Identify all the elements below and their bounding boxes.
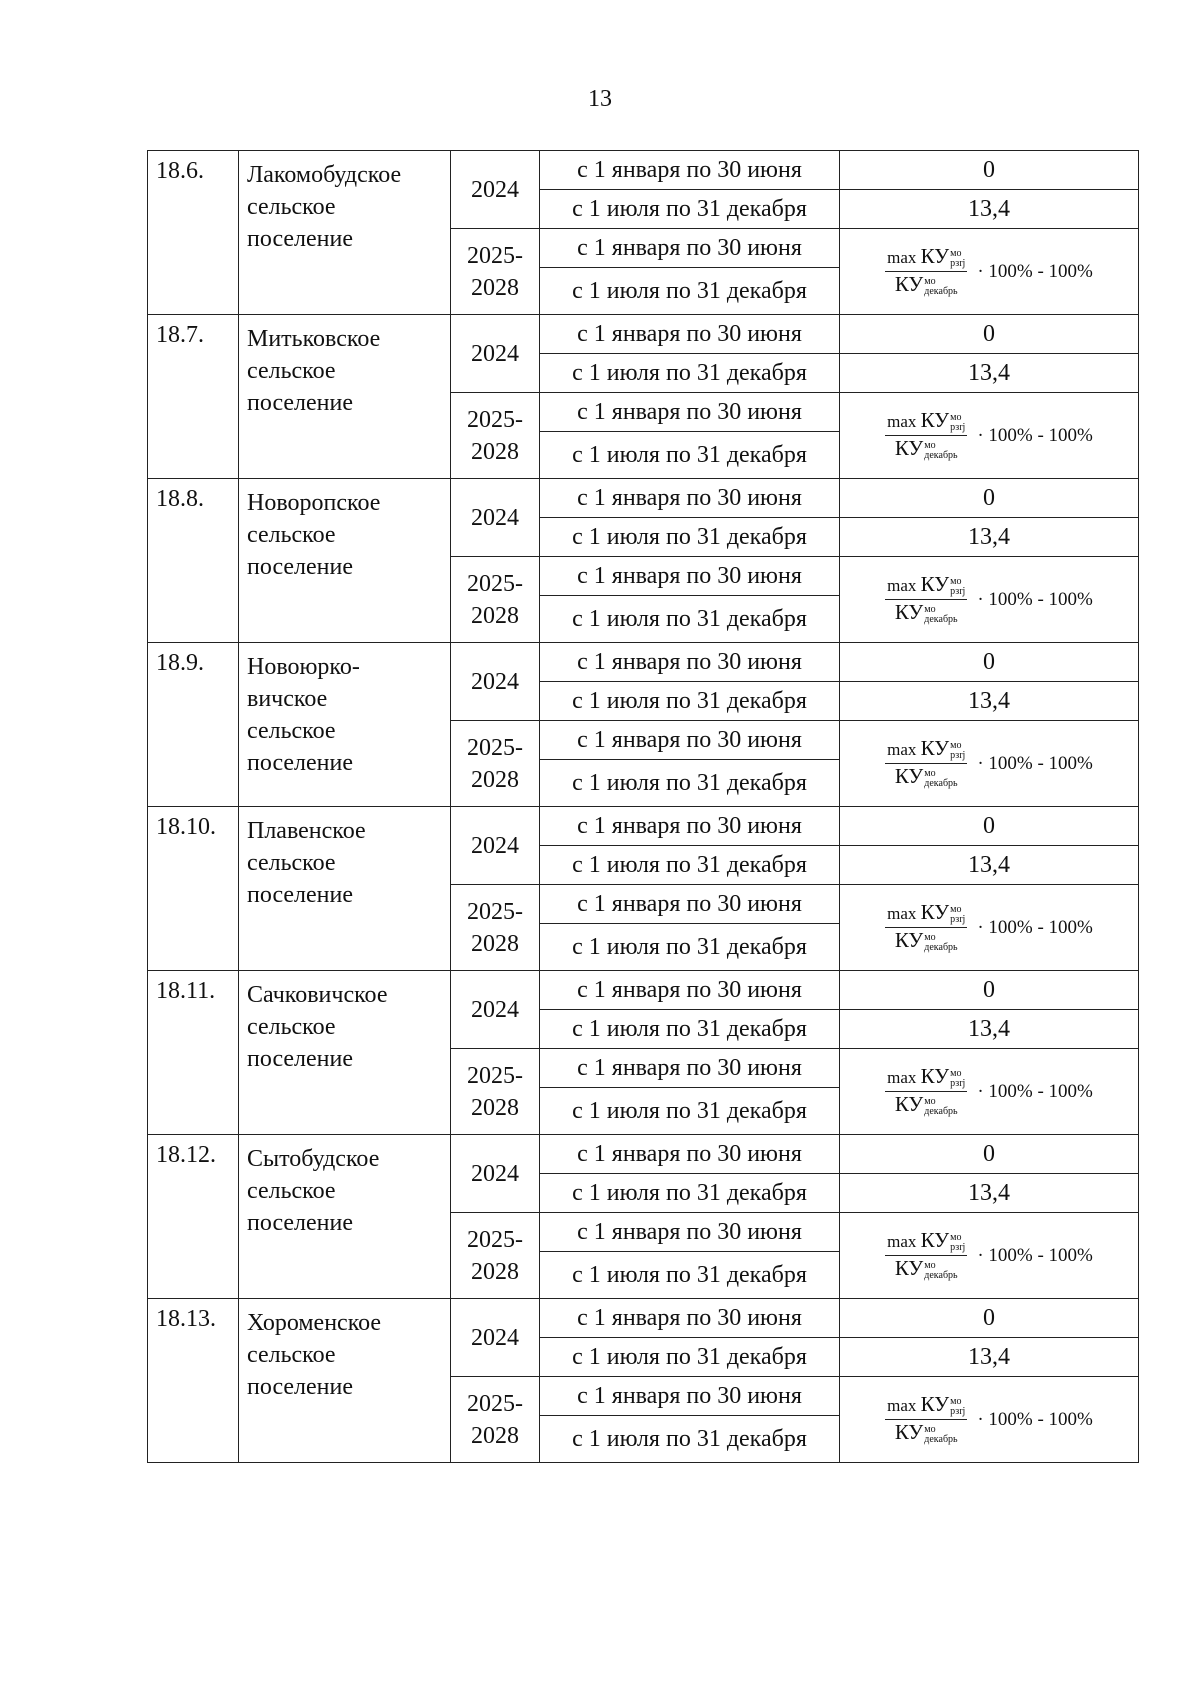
year-range-cell	[451, 393, 540, 479]
settlement-name-line: Митьковское	[247, 326, 381, 352]
formula-tail: · 100% - 100%	[977, 425, 1093, 446]
settlement-name	[239, 971, 451, 1135]
formula-max: max	[887, 411, 917, 431]
year-range-line: 2025-	[467, 734, 523, 761]
tariff-schedule-table	[147, 150, 1139, 1463]
year-range-cell	[451, 1213, 540, 1299]
formula-sub: рзrj	[950, 1406, 966, 1417]
formula-denominator	[893, 1256, 960, 1281]
formula-tail: · 100% - 100%	[977, 589, 1093, 610]
formula-numerator	[885, 571, 967, 600]
year-cell: 2024	[451, 479, 540, 557]
formula-sub: декабрь	[924, 778, 958, 790]
formula-indices	[924, 769, 957, 789]
period-cell: с 1 июля по 31 декабря	[540, 1252, 840, 1299]
settlement-name-line: сельское	[247, 1014, 336, 1040]
tariff-formula	[840, 735, 1138, 790]
formula-ky: КУ	[894, 764, 924, 788]
formula-tail: · 100% - 100%	[977, 753, 1093, 774]
year-range-line: 2025-	[467, 406, 523, 433]
formula-cell	[840, 229, 1139, 315]
settlement-name	[239, 1135, 451, 1299]
period-cell: с 1 января по 30 июня	[540, 229, 840, 268]
item-number: 18.10.	[148, 807, 239, 971]
formula-fraction	[885, 1391, 967, 1446]
item-number: 18.7.	[148, 315, 239, 479]
formula-indices	[950, 413, 965, 433]
formula-max: max	[887, 1067, 917, 1087]
formula-sub: декабрь	[924, 1106, 958, 1118]
formula-sub: рзrj	[950, 1242, 966, 1253]
formula-indices	[950, 1069, 965, 1089]
value-cell: 13,4	[840, 846, 1139, 885]
formula-indices	[950, 1397, 965, 1417]
period-cell: с 1 июля по 31 декабря	[540, 846, 840, 885]
tariff-formula	[840, 1391, 1138, 1446]
formula-sub: рзrj	[950, 258, 966, 269]
value-cell: 0	[840, 151, 1139, 190]
formula-ky: КУ	[894, 928, 924, 952]
formula-sub: декабрь	[924, 286, 958, 298]
period-cell: с 1 января по 30 июня	[540, 1049, 840, 1088]
table-row	[148, 643, 1139, 682]
year-range-line: 2025-	[467, 898, 523, 925]
formula-sup: мо	[924, 1096, 936, 1108]
table-row	[148, 315, 1139, 354]
formula-sub: рзrj	[950, 750, 966, 761]
formula-max: max	[887, 1395, 917, 1415]
formula-denominator	[893, 272, 960, 297]
formula-ky: КУ	[894, 1420, 924, 1444]
formula-sup: мо	[924, 932, 936, 944]
item-number: 18.11.	[148, 971, 239, 1135]
page-number: 13	[588, 86, 612, 112]
settlement-name-line: сельское	[247, 718, 336, 744]
formula-tail: · 100% - 100%	[977, 917, 1093, 938]
value-cell: 0	[840, 643, 1139, 682]
formula-numerator	[885, 243, 967, 272]
formula-ky: КУ	[920, 1227, 950, 1252]
settlement-name-line: поселение	[247, 390, 354, 416]
period-cell: с 1 июля по 31 декабря	[540, 354, 840, 393]
formula-numerator	[885, 1063, 967, 1092]
period-cell: с 1 января по 30 июня	[540, 1377, 840, 1416]
table-row	[148, 971, 1139, 1010]
formula-indices	[924, 605, 957, 625]
formula-max: max	[887, 903, 917, 923]
formula-max: max	[887, 1231, 917, 1251]
formula-ky: КУ	[920, 1391, 950, 1416]
settlement-name-line: Сачковичское	[247, 982, 388, 1008]
year-range-line: 2028	[471, 1422, 519, 1449]
year-cell: 2024	[451, 315, 540, 393]
value-cell: 13,4	[840, 1338, 1139, 1377]
settlement-name-line: поселение	[247, 1046, 354, 1072]
tariff-formula	[840, 1227, 1138, 1282]
year-range-cell	[451, 885, 540, 971]
formula-sub: рзrj	[950, 914, 966, 925]
formula-sup: мо	[950, 904, 962, 915]
period-cell: с 1 июля по 31 декабря	[540, 924, 840, 971]
year-range-cell	[451, 1049, 540, 1135]
period-cell: с 1 января по 30 июня	[540, 557, 840, 596]
year-cell: 2024	[451, 643, 540, 721]
settlement-name-line: Плавенское	[247, 818, 366, 844]
value-cell: 13,4	[840, 1174, 1139, 1213]
formula-denominator	[893, 764, 960, 789]
period-cell: с 1 июля по 31 декабря	[540, 432, 840, 479]
settlement-name	[239, 643, 451, 807]
formula-max: max	[887, 575, 917, 595]
period-cell: с 1 января по 30 июня	[540, 1213, 840, 1252]
formula-fraction	[885, 571, 967, 626]
value-cell: 13,4	[840, 354, 1139, 393]
formula-ky: КУ	[894, 1092, 924, 1116]
table-row	[148, 151, 1139, 190]
settlement-name-line: Хороменское	[247, 1310, 382, 1336]
period-cell: с 1 января по 30 июня	[540, 1135, 840, 1174]
formula-cell	[840, 393, 1139, 479]
period-cell: с 1 января по 30 июня	[540, 721, 840, 760]
period-cell: с 1 января по 30 июня	[540, 151, 840, 190]
item-number: 18.6.	[148, 151, 239, 315]
period-cell: с 1 января по 30 июня	[540, 971, 840, 1010]
formula-denominator	[893, 600, 960, 625]
formula-cell	[840, 1049, 1139, 1135]
formula-ky: КУ	[920, 899, 950, 924]
formula-ky: КУ	[894, 272, 924, 296]
formula-sup: мо	[950, 576, 962, 587]
formula-indices	[950, 577, 965, 597]
period-cell: с 1 июля по 31 декабря	[540, 596, 840, 643]
formula-numerator	[885, 407, 967, 436]
formula-sub: рзrj	[950, 586, 966, 597]
formula-indices	[924, 1097, 957, 1117]
period-cell: с 1 июля по 31 декабря	[540, 518, 840, 557]
formula-sup: мо	[924, 440, 936, 452]
period-cell: с 1 января по 30 июня	[540, 807, 840, 846]
value-cell: 0	[840, 807, 1139, 846]
formula-indices	[950, 249, 965, 269]
formula-tail: · 100% - 100%	[977, 261, 1093, 282]
formula-fraction	[885, 243, 967, 298]
formula-indices	[924, 1425, 957, 1445]
formula-fraction	[885, 899, 967, 954]
year-cell: 2024	[451, 807, 540, 885]
formula-tail: · 100% - 100%	[977, 1081, 1093, 1102]
settlement-name-line: сельское	[247, 850, 336, 876]
formula-sub: декабрь	[924, 1434, 958, 1446]
period-cell: с 1 июля по 31 декабря	[540, 1010, 840, 1049]
settlement-name-line: поселение	[247, 226, 354, 252]
year-range-cell	[451, 557, 540, 643]
year-range-cell	[451, 721, 540, 807]
formula-sup: мо	[950, 1068, 962, 1079]
tariff-formula	[840, 1063, 1138, 1118]
settlement-name	[239, 807, 451, 971]
formula-numerator	[885, 1391, 967, 1420]
year-range-line: 2028	[471, 1094, 519, 1121]
formula-sup: мо	[950, 248, 962, 259]
period-cell: с 1 июля по 31 декабря	[540, 268, 840, 315]
item-number: 18.13.	[148, 1299, 239, 1463]
formula-sup: мо	[950, 740, 962, 751]
formula-denominator	[893, 1092, 960, 1117]
formula-indices	[924, 277, 957, 297]
formula-denominator	[893, 436, 960, 461]
year-cell: 2024	[451, 1135, 540, 1213]
formula-ky: КУ	[920, 243, 950, 268]
value-cell: 0	[840, 1299, 1139, 1338]
formula-sup: мо	[924, 1260, 936, 1272]
year-range-line: 2028	[471, 1258, 519, 1285]
item-number: 18.12.	[148, 1135, 239, 1299]
settlement-name-line: поселение	[247, 1374, 354, 1400]
formula-tail: · 100% - 100%	[977, 1245, 1093, 1266]
formula-sub: декабрь	[924, 942, 958, 954]
settlement-name-line: Новоропское	[247, 490, 381, 516]
formula-indices	[950, 1233, 965, 1253]
settlement-name-line: поселение	[247, 554, 354, 580]
settlement-name-line: сельское	[247, 522, 336, 548]
formula-denominator	[893, 1420, 960, 1445]
year-range-line: 2028	[471, 930, 519, 957]
settlement-name-line: Лакомобудское	[247, 162, 402, 188]
year-range-line: 2025-	[467, 242, 523, 269]
period-cell: с 1 июля по 31 декабря	[540, 1338, 840, 1377]
formula-cell	[840, 721, 1139, 807]
period-cell: с 1 января по 30 июня	[540, 315, 840, 354]
value-cell: 13,4	[840, 1010, 1139, 1049]
period-cell: с 1 июля по 31 декабря	[540, 1416, 840, 1463]
formula-numerator	[885, 1227, 967, 1256]
year-range-line: 2028	[471, 438, 519, 465]
period-cell: с 1 января по 30 июня	[540, 885, 840, 924]
year-range-cell	[451, 229, 540, 315]
tariff-formula	[840, 243, 1138, 298]
year-range-line: 2028	[471, 602, 519, 629]
period-cell: с 1 июля по 31 декабря	[540, 760, 840, 807]
formula-ky: КУ	[894, 600, 924, 624]
year-range-line: 2025-	[467, 1390, 523, 1417]
tariff-formula	[840, 571, 1138, 626]
tariff-formula	[840, 899, 1138, 954]
settlement-name-line: поселение	[247, 882, 354, 908]
formula-sup: мо	[924, 1424, 936, 1436]
formula-sup: мо	[924, 768, 936, 780]
formula-sup: мо	[950, 1232, 962, 1243]
formula-indices	[924, 933, 957, 953]
formula-sub: декабрь	[924, 450, 958, 462]
settlement-name-line: Сытобудское	[247, 1146, 380, 1172]
settlement-name	[239, 479, 451, 643]
formula-ky: КУ	[920, 407, 950, 432]
formula-tail: · 100% - 100%	[977, 1409, 1093, 1430]
formula-sub: рзrj	[950, 1078, 966, 1089]
settlement-name	[239, 151, 451, 315]
tariff-formula	[840, 407, 1138, 462]
formula-cell	[840, 885, 1139, 971]
year-cell: 2024	[451, 151, 540, 229]
formula-sub: декабрь	[924, 1270, 958, 1282]
settlement-name-line: сельское	[247, 1342, 336, 1368]
period-cell: с 1 июля по 31 декабря	[540, 190, 840, 229]
formula-numerator	[885, 735, 967, 764]
year-range-line: 2028	[471, 274, 519, 301]
table-row	[148, 479, 1139, 518]
table-row	[148, 1299, 1139, 1338]
period-cell: с 1 июля по 31 декабря	[540, 1088, 840, 1135]
value-cell: 0	[840, 971, 1139, 1010]
formula-indices	[950, 905, 965, 925]
formula-numerator	[885, 899, 967, 928]
year-range-line: 2025-	[467, 1226, 523, 1253]
formula-ky: КУ	[894, 1256, 924, 1280]
value-cell: 0	[840, 315, 1139, 354]
table-row	[148, 807, 1139, 846]
formula-fraction	[885, 735, 967, 790]
formula-cell	[840, 1213, 1139, 1299]
formula-fraction	[885, 1063, 967, 1118]
formula-sub: декабрь	[924, 614, 958, 626]
formula-max: max	[887, 247, 917, 267]
period-cell: с 1 января по 30 июня	[540, 479, 840, 518]
item-number: 18.8.	[148, 479, 239, 643]
year-cell: 2024	[451, 971, 540, 1049]
formula-ky: КУ	[920, 571, 950, 596]
formula-fraction	[885, 407, 967, 462]
formula-max: max	[887, 739, 917, 759]
formula-ky: КУ	[920, 1063, 950, 1088]
table-row	[148, 1135, 1139, 1174]
value-cell: 0	[840, 1135, 1139, 1174]
settlement-name	[239, 1299, 451, 1463]
formula-ky: КУ	[920, 735, 950, 760]
formula-indices	[924, 1261, 957, 1281]
settlement-name	[239, 315, 451, 479]
period-cell: с 1 января по 30 июня	[540, 643, 840, 682]
settlement-name-line: Новоюрко-	[247, 654, 360, 680]
formula-sup: мо	[950, 1396, 962, 1407]
settlement-name-line: сельское	[247, 1178, 336, 1204]
formula-sup: мо	[950, 412, 962, 423]
period-cell: с 1 января по 30 июня	[540, 393, 840, 432]
period-cell: с 1 июля по 31 декабря	[540, 1174, 840, 1213]
settlement-name-line: поселение	[247, 1210, 354, 1236]
formula-denominator	[893, 928, 960, 953]
formula-sup: мо	[924, 276, 936, 288]
formula-sup: мо	[924, 604, 936, 616]
formula-sub: рзrj	[950, 422, 966, 433]
settlement-name-line: сельское	[247, 358, 336, 384]
formula-indices	[924, 441, 957, 461]
settlement-name-line: поселение	[247, 750, 354, 776]
period-cell: с 1 июля по 31 декабря	[540, 682, 840, 721]
formula-ky: КУ	[894, 436, 924, 460]
value-cell: 13,4	[840, 518, 1139, 557]
value-cell: 13,4	[840, 190, 1139, 229]
settlement-name-line: вичское	[247, 686, 328, 712]
year-range-line: 2025-	[467, 570, 523, 597]
formula-fraction	[885, 1227, 967, 1282]
year-cell: 2024	[451, 1299, 540, 1377]
year-range-cell	[451, 1377, 540, 1463]
year-range-line: 2028	[471, 766, 519, 793]
formula-cell	[840, 1377, 1139, 1463]
settlement-name-line: сельское	[247, 194, 336, 220]
value-cell: 13,4	[840, 682, 1139, 721]
period-cell: с 1 января по 30 июня	[540, 1299, 840, 1338]
year-range-line: 2025-	[467, 1062, 523, 1089]
item-number: 18.9.	[148, 643, 239, 807]
value-cell: 0	[840, 479, 1139, 518]
formula-cell	[840, 557, 1139, 643]
formula-indices	[950, 741, 965, 761]
